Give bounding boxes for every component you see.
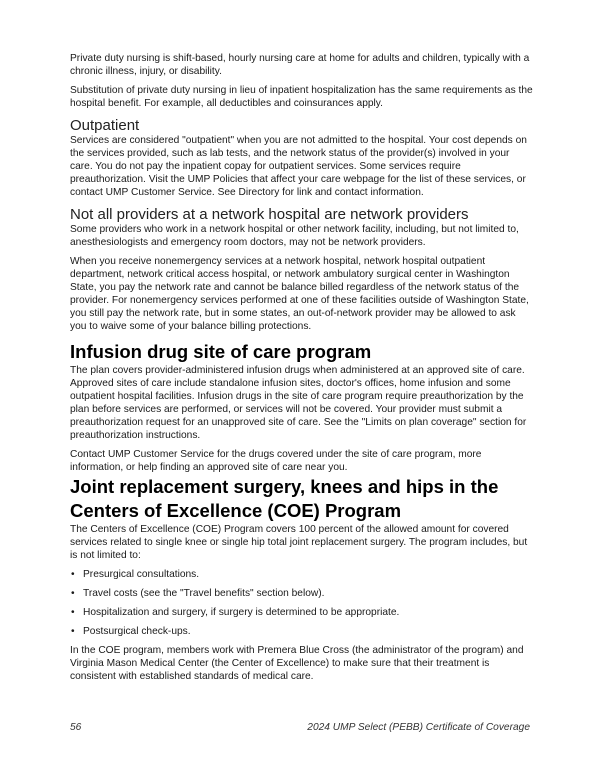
paragraph: Private duty nursing is shift-based, hourly nursing care at home for adults and children, typically with a chronic illness, injury, or disability.: [70, 53, 530, 77]
paragraph: Services are considered "outpatient" when you are not admitted to the hospital. Your cost depends on the services provided, such as lab tests, and the network status of the provider(s) involved in your care. You do not pay the inpatient copay for outpatient services. Some services require preauthorization. Visit the UMP Policies that affect your care webpage for the list of these services, or contact UMP Customer Service. See Directory for link and contact information.: [70, 135, 527, 198]
list-item: • Postsurgical check-ups.: [70, 625, 534, 638]
private-duty-nursing-section: [70, 52, 534, 110]
paragraph: Some providers who work in a network hospital or other network facility, including, but not limited to, anesthesiologists and emergency room doctors, may not be network providers.: [70, 224, 519, 248]
section-heading: Infusion drug site of care program: [70, 341, 372, 362]
paragraph: Substitution of private duty nursing in lieu of inpatient hospitalization has the same requirements as the hospital benefit. For example, all deductibles and coinsurances apply.: [70, 85, 533, 109]
page-number: 56: [70, 722, 82, 733]
section-heading: Outpatient: [70, 117, 140, 134]
section-heading: Not all providers at a network hospital are network providers: [70, 206, 469, 223]
section-heading: Joint replacement surgery, knees and hips in the Centers of Excellence (COE) Program: [70, 476, 499, 521]
list-item: • Travel costs (see the "Travel benefits" section below).: [70, 587, 534, 600]
network-providers-section: [70, 206, 534, 333]
joint-replacement-section: [70, 475, 534, 683]
list-item: • Hospitalization and surgery, if surgery is determined to be appropriate.: [70, 606, 534, 619]
paragraph: In the COE program, members work with Premera Blue Cross (the administrator of the program) and Virginia Mason Medical Center (the Center of Excellence) to make sure that their treatment is consistent with established standards of medical care.: [70, 645, 524, 682]
infusion-section: [70, 340, 534, 474]
paragraph: The Centers of Excellence (COE) Program covers 100 percent of the allowed amount for covered services related to single knee or single hip total joint replacement surgery. The program includes, but is not limited to:: [70, 524, 528, 561]
paragraph: The plan covers provider-administered infusion drugs when administered at an approved site of care. Approved sites of care include standalone infusion sites, doctor's offices, home infusion and some outpatient hospital facilities. Infusion drugs in the site of care program require preauthorization by the plan before services are performed, or services will not be covered. Your provider must submit a preauthorization request for an unapproved site of care. See the "Limits on plan coverage" section for preauthorization instructions.: [70, 365, 527, 441]
outpatient-section: [70, 117, 534, 199]
paragraph: Contact UMP Customer Service for the drugs covered under the site of care program, more information, or help finding an approved site of care near you.: [70, 449, 482, 473]
list-item: • Presurgical consultations.: [70, 568, 534, 581]
document-title: 2024 UMP Select (PEBB) Certificate of Coverage: [307, 722, 530, 733]
paragraph: When you receive nonemergency services at a network hospital, network hospital outpatient department, network critical access hospital, or network ambulatory surgical center in Washington State, you pay the network rate and cannot be balance billed regardless of the network status of the provider. For nonemergency services performed at one of these facilities outside of Washington State, you still pay the network rate, but in some states, an out-of-network provider may be allowed to ask you to waive some of your balance billing protections.: [70, 256, 529, 332]
bullet-list: [70, 568, 534, 638]
